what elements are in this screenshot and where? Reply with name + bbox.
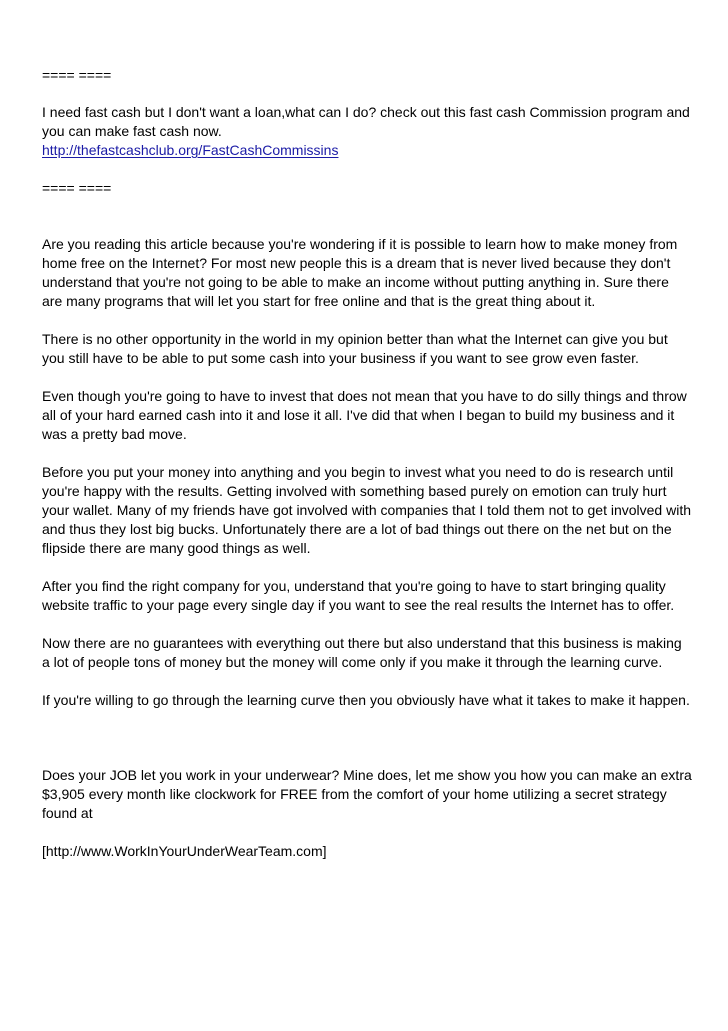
article-paragraph: After you find the right company for you, understand that you're going to have to start bringing quality website traffic to your page every single day if you want to see the real results the Internet has to offer. <box>42 578 675 613</box>
document-page <box>42 66 692 880</box>
separator-top: ==== ==== <box>42 67 112 83</box>
author-bio <box>42 766 692 861</box>
article-paragraph: Even though you're going to have to invest that does not mean that you have to do silly things and throw all of your hard earned cash into it and lose it all. I've did that when I began to build my business and it was a pretty bad move. <box>42 388 687 442</box>
article-paragraph: Now there are no guarantees with everything out there but also understand that this business is making a lot of people tons of money but the money will come only if you make it through the learning curve. <box>42 635 682 670</box>
promo-block <box>42 103 692 160</box>
separator-bottom: ==== ==== <box>42 180 112 196</box>
article-paragraph: If you're willing to go through the learning curve then you obviously have what it takes to make it happen. <box>42 692 690 708</box>
article-paragraph: Before you put your money into anything and you begin to invest what you need to do is research until you're happy with the results. Getting involved with something based purely on emotion can truly hurt your wallet. Many of my friends have got involved with companies that I told them not to get involved with and thus they lost big bucks. Unfortunately there are a lot of bad things out there on the net but on the flipside there are many good things as well. <box>42 464 691 556</box>
article-paragraph: Are you reading this article because you're wondering if it is possible to learn how to make money from home free on the Internet? For most new people this is a dream that is never lived because they don't understand that you're not going to be able to make an income without putting anything in. Sure there are many programs that will let you start for free online and that is the great thing about it. <box>42 236 678 309</box>
author-bio-text: Does your JOB let you work in your underwear? Mine does, let me show you how you can make an extra $3,905 every month like clockwork for FREE from the comfort of your home utilizing a secret strategy found at <box>42 767 692 821</box>
author-bio-link: [http://www.WorkInYourUnderWearTeam.com] <box>42 843 327 859</box>
article-paragraph: There is no other opportunity in the world in my opinion better than what the Internet can give you but you still have to be able to put some cash into your business if you want to see grow even faster. <box>42 331 668 366</box>
promo-link[interactable]: http://thefastcashclub.org/FastCashCommissins <box>42 142 339 158</box>
promo-text: I need fast cash but I don't want a loan,what can I do? check out this fast cash Commission program and you can make fast cash now. <box>42 104 690 139</box>
article-body <box>42 235 692 710</box>
